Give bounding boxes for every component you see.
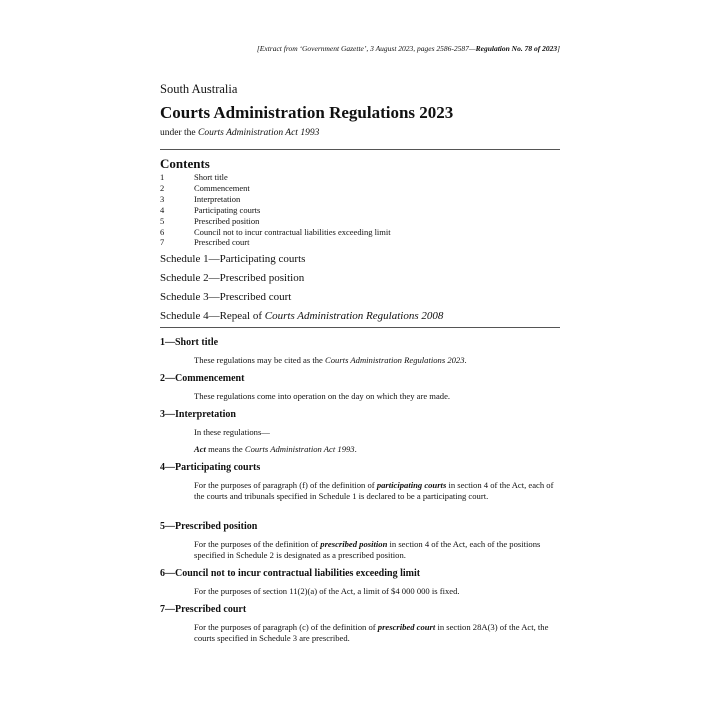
defined-term: prescribed position [320,539,388,549]
text: in section 4 of the Act, each of the courts and tribunals specified in Schedule 1 is declared to be a participating court. [194,480,554,501]
section-body [194,480,560,502]
parent-act: Courts Administration Act 1993 [198,128,320,138]
toc-number: 4 [160,204,165,215]
toc-number: 7 [160,237,165,248]
defined-term: prescribed court [377,622,436,632]
text: in section 4 of the Act, each of the positions specified in Schedule 2 is designated as a prescribed position. [194,539,541,560]
extract-suffix: ] [557,44,560,53]
schedule-2-link[interactable] [160,272,304,284]
toc-item[interactable] [160,194,560,205]
section-heading-prescribed-court: 7—Prescribed court [160,604,247,615]
gazette-extract-line [160,44,560,53]
toc-item[interactable] [160,172,560,183]
text: . [464,355,467,365]
citation: Courts Administration Regulations 2023 [325,355,465,365]
section-heading-prescribed-position: 5—Prescribed position [160,521,258,532]
toc-number: 5 [160,215,165,226]
defined-term: Act [194,444,206,454]
definition [194,444,560,455]
toc-label: Prescribed court [194,237,250,248]
toc-label: Interpretation [194,193,241,204]
schedule-label: Schedule 4—Repeal of [160,310,265,322]
under-act-line [160,128,319,138]
section-heading-contractual-limit: 6—Council not to incur contractual liabilities exceeding limit [160,568,421,579]
section-body [194,622,560,644]
section-heading-participating-courts: 4—Participating courts [160,462,261,473]
schedule-label: Schedule 3—Prescribed court [160,291,292,303]
section-body [194,355,560,366]
toc-label: Commencement [194,182,250,193]
under-prefix: under the [160,128,198,138]
citation: Courts Administration Act 1993 [244,444,355,454]
text: in section 28A(3) of the Act, the courts specified in Schedule 3 are prescribed. [194,622,549,643]
toc-number: 2 [160,182,165,193]
toc-item[interactable] [160,205,560,216]
jurisdiction: South Australia [160,82,238,96]
schedule-label: Schedule 1—Participating courts [160,253,306,265]
section-body: For the purposes of section 11(2)(a) of the Act, a limit of $4 000 000 is fixed. [194,586,460,596]
section-heading-interpretation: 3—Interpretation [160,409,236,420]
section-body: In these regulations— [194,427,270,437]
section-body [194,539,560,561]
text: For the purposes of the definition of [194,539,321,549]
toc-item[interactable] [160,237,560,248]
schedule-label: Schedule 2—Prescribed position [160,272,305,284]
page-title: Courts Administration Regulations 2023 [160,103,454,122]
text: For the purposes of paragraph (f) of the definition of [194,480,377,490]
contents-list [160,172,560,248]
section-body: These regulations come into operation on the day on which they are made. [194,391,451,401]
divider [160,149,560,150]
schedule-1-link[interactable] [160,253,305,265]
toc-number: 3 [160,193,165,204]
toc-item[interactable] [160,183,560,194]
text: For the purposes of paragraph (c) of the definition of [194,622,378,632]
toc-number: 6 [160,226,165,237]
schedule-3-link[interactable] [160,291,291,303]
schedule-4-link[interactable] [160,310,443,322]
contents-heading: Contents [160,156,210,171]
section-heading-short-title: 1—Short title [160,337,219,348]
text: These regulations may be cited as the [194,355,326,365]
toc-label: Prescribed position [194,215,260,226]
defined-term: participating courts [376,480,447,490]
text: means the [205,444,245,454]
toc-label: Short title [194,172,228,182]
extract-prefix: [Extract from ‘Government Gazette’, 3 August 2023, pages 2586-2587— [256,44,476,53]
regulation-number: Regulation No. 78 of 2023 [475,44,558,53]
text: . [354,444,357,454]
repealed-regulations: Courts Administration Regulations 2008 [264,310,444,322]
toc-item[interactable] [160,227,560,238]
toc-label: Council not to incur contractual liabilities exceeding limit [194,226,391,237]
toc-number: 1 [160,172,165,182]
toc-item[interactable] [160,216,560,227]
section-heading-commencement: 2—Commencement [160,373,245,384]
divider [160,327,560,328]
toc-label: Participating courts [194,204,261,215]
